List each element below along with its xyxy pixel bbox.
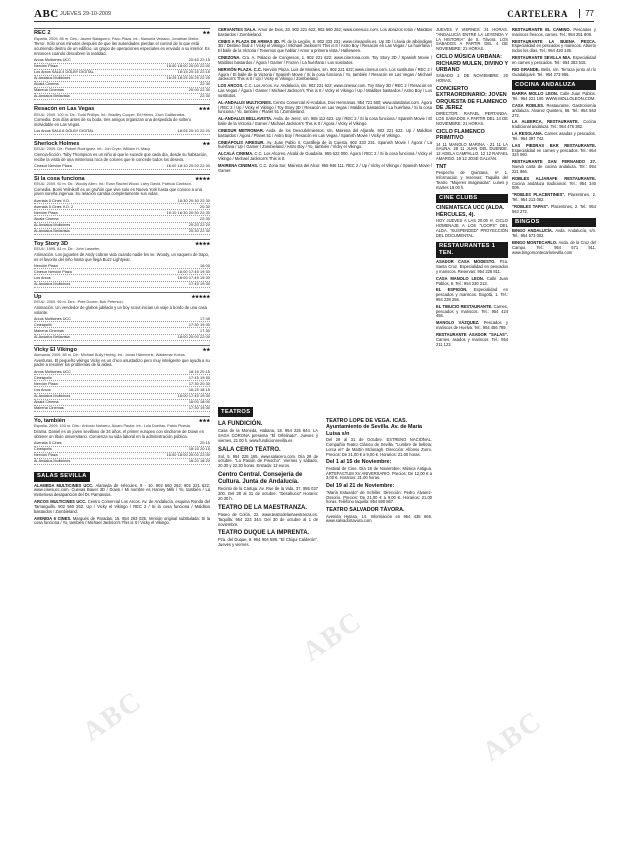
theatre-name: SALA CERO TEATRO. (218, 446, 281, 453)
show-info: DIRECTOR: RAFAEL PERTANDA. LOS SÁBADOS A PARTIR DEL 14 DE NOVIEMBRE: 21 HORAS. (436, 111, 508, 127)
cinema-entry: NERVIÓN PLAZA. C.C. Nervión Plaza. Luis de Morales, s/n. 902 221 622; www.cinesur.com. Los sustitutos / REC 2 / Ágora / El baile de la Victoria / Spanish Movie / Si la cosa funciona / Yo, también / Resacón en Las Vegas / Michael Jackson's This is It / Up / Vicky el Vikingo / Zombieland. (218, 66, 432, 82)
restaurant-entry: BARRA MOLLO LEON. Calle Juan Pablos. Tel.: 954 221 100. WWW.MOLLOLEON.COM (512, 91, 596, 102)
film-listing (34, 174, 210, 235)
restaurant-entry: RESTAURANTE SAN FERNANDO 27. Nueva carta de cocina andaluza. Tel.: 954 221 966. (512, 159, 596, 174)
showtimes: 17:30 19:30 (188, 405, 210, 410)
cinema-name: Cineápolis (34, 322, 52, 327)
restaurant-entry: EL TIBUCIO RESTAURANTE. Carnes, pescados y mariscos. Tel.: 954 424 456. (436, 303, 508, 319)
showtimes: 18:30 20:30 22:30 (177, 198, 210, 203)
film-name: Si la cosa funciona (34, 175, 85, 182)
cinema-name: Al-Andalus Multicines (34, 281, 71, 286)
cinema-name: Al-Andalus Multicines (34, 458, 71, 463)
rating-stars: ★★★ (198, 417, 210, 423)
cinema-name: Al-Andalus Bellavista (34, 334, 70, 339)
cinema-name: Arcos Multicines UCC (34, 369, 71, 374)
showtimes: 20:20 22:20 (188, 222, 210, 227)
showtime-row (34, 335, 210, 341)
showtimes: 16:00 18:00 20:00 22:00 (166, 63, 210, 68)
film-listing (34, 345, 210, 412)
film-listing (34, 292, 210, 341)
film-listings-column (34, 28, 210, 835)
bingo-entry-name: BINGO ANDALUCÍA. (512, 228, 556, 234)
restaurants-banner: RESTAURANTES 1 TEN. (436, 242, 508, 259)
film-name: Toy Story 3D (34, 240, 69, 247)
film-listing (34, 28, 210, 100)
restaurant-entry-name: RESTAURANTE EL CAMINO. (512, 28, 574, 32)
theatre-info: "María Estuardo" de Schiller. Dirección: Pedro Álvarez-Ossorio. Precios: De 21,00 € a 9,00 €. Horarios: 21.00 horas. Teléfono taquilla: 954 590 867. (326, 489, 432, 505)
theatre-info: Pza. del Duque, 9. 954 904 588. "El Chiqui Calderón". Jueves y viernes. (218, 537, 318, 548)
bingo-entry: BINGO MONTECARLO. Avda. de la Cruz del Campo. Tel.: 954 571 911. www.bingomontecarlosevilla.com (512, 239, 596, 255)
cinema-entry: CINES A PLAZA DE ARMAS 3D. Pl. de la Legión, 8. 902 333 231; www.cineapolis.es. Up 3D / Lluvia de albóndigas 3D / Destino final 4 / Vicky el Vikingo / Michael Jackson's This is It / Astro Boy / Resacón en Las Vegas / La huérfana / El baile de la Victoria / Tenemos que hablar / Amor a primera vista / Halloween. (218, 38, 432, 54)
film-name: Sherlock Holmes (34, 140, 80, 147)
showtimes: 17:45 (199, 316, 210, 321)
cine-club-name: CINEMATECA UCC (ALDA. HÉRCULES, 4). (436, 205, 505, 218)
cinema-name: Alcalá Cinema (34, 399, 59, 404)
film-name: REC 2 (34, 30, 51, 36)
cinema-entry: AL-ANDALUS MULTICINES. Centro Comercial Al-Andalus, Dos Hermanas. 954 721 500; www.alandalus.com. Ágora / REC 2 / Up / Vicky el Vikingo / Toy Story 3D / Resacón en Las Vegas / Malditos bastardos / La huérfana / Si la cosa funciona / Yo, también / Planet 51 / Zombieland. (218, 99, 432, 115)
restaurant-entry-name: CASA MANOLO LEON. (436, 275, 487, 281)
theatre-name: TEATRO DUQUE LA IMPRENTA. (218, 530, 310, 537)
cinema-name: Cineápolis (34, 375, 52, 380)
restaurant-entry: "ROBLES PLACENTINES". Placentines, 2. Tel.: 954 213 062. (512, 192, 596, 203)
bingo-entry: BINGO ANDALUCÍA. Avda. Andalucía, s/n. Tel.: 954 573 002. (512, 228, 596, 239)
issue-date: JUEVES 29-10-2009 (60, 11, 112, 17)
film-credits: España. 2009. 103 m. Dirs.: Antonio Naharro, Álvaro Pastor. Int.: Lola Dueñas, Pablo Pineda. (34, 424, 191, 429)
film-credits: EEUU. 1995. 81 m. Dir.: John Lasseter. (34, 247, 101, 252)
cinema-name: Al-Andalus Bellavista (34, 94, 70, 99)
cinema-entry: CINEÁPOLIS AIRESUR. Av. Juan Pablo II, Castilleja de la Cuesta. 902 333 231. Spanish Movie / Ágora / La huérfana / Up / Gamer / Zombieland / Astro Boy / Yo, también / Vicky el Vikingo. (218, 139, 432, 150)
theatres-banner-wrap (218, 404, 432, 419)
restaurant-entry-name: RESTAURANTE SAN FERNANDO 27. (512, 159, 596, 165)
restaurant-entry-name: LA RESOLANA. (512, 131, 545, 137)
restaurant-entry-name: RESTAURANTE LA BUENA PESCA. (512, 38, 596, 44)
cinema-name: Avenida 5 Cines V.O. 2 (34, 204, 74, 209)
cinema-entry: AL-ANDALUS BELLAVISTA. Avda. de Jerez, s/n. 955 112 622. Up / REC 2 / Si la cosa funciona / Spanish Movie / El baile de la Victoria / Gamer / Michael Jackson's This is It / Ágora / Vicky el Vikingo. (218, 116, 432, 127)
bingos-banner: BINGOS (512, 218, 596, 228)
salas-banner: SALAS SEVILLA (34, 472, 90, 482)
shows-and-restaurants-column (436, 28, 508, 835)
rating-stars: ★★★★★ (191, 293, 210, 299)
showtime-row (34, 94, 210, 100)
cinema-entry-name: NERVIÓN PLAZA. C.C. (218, 66, 264, 72)
restaurant-entry-name: LAS PIEDRAS BAR RESTAURANTE. (512, 142, 596, 148)
showtime-row (34, 229, 210, 235)
watermark: ABC (296, 605, 369, 668)
rating-stars: ★★ (202, 140, 210, 146)
film-title (34, 139, 210, 148)
cinema-entry: CERVANTES SALA. Amor de Dios, 33. 902 221 622; 902 560 262; www.cinesucc.com. Los abrazos rotos / Malditos bastardos / Zombieland. (218, 28, 432, 37)
cinema-entry-name: ARCOS MULTICINES UCC. (34, 499, 88, 505)
restaurant-entry: LA RESOLANA. Carnes asadas y pescados. Tel.: 954 397 742. (512, 131, 596, 141)
cinema-entry-name: CERVANTES SALA. (218, 28, 258, 32)
show-title: TNT (436, 163, 447, 170)
cinema-name: Mairena Cinemas (34, 88, 64, 93)
bingo-entry-name: BINGO MONTECARLO. (512, 239, 559, 245)
showtimes: 16:00 (199, 263, 210, 268)
cinema-name: Mairena Cinemas (34, 405, 64, 410)
theatre-info: Sol, 5. 954 225 165. www.salacero.com. Día 29 de octubre. "La Pasión de Pinocho". Viernes y sábado, 20.30 y 22.30 horas. Entrada: 12 euros. (218, 453, 318, 469)
showtimes: 17:30 (199, 328, 210, 333)
cinema-name: Al-Andalus Multicines (34, 222, 71, 227)
theatre-name: Del 1 al 15 de Noviembre: (326, 459, 392, 466)
cinema-name: Los Arcos (34, 275, 51, 280)
cinema-name: Los Arcos SALA 4 DOLBY DIGITAL (34, 69, 94, 74)
showtimes: 18:00 20:00 22:00 (177, 334, 210, 339)
show-title: CICLO FLAMENCO PRIMITIVO (436, 128, 485, 142)
showtimes: 18:15 20:15 22:15 (177, 69, 210, 74)
restaurant-entry: ROBLES ALJARAFE RESTAURANTE. Cocina andaluza tradicional. Tel.: 954 340 009. (512, 175, 596, 191)
showtimes: 22:30 (199, 94, 210, 99)
restaurant-entry: RESTAURANTE LA BUENA PESCA. Especialidad en pescados y mariscos. Abierto todos los días. Tel.: 954 420 136. (512, 38, 596, 54)
cinema-entry-name: AVENIDA 5 CINES. (34, 515, 73, 521)
rating-stars: ★★ (202, 30, 210, 35)
showtimes: 20:15 (199, 440, 210, 445)
cinema-entry: CINESUR METROMAR. Avda. de los Descubrimientos, s/n, Mairena del Aljarafe. 902 221 622. Up / Malditos bastardos / Ágora / Planet 51 / Astro Boy / Resacón en Las Vegas / Spanish Movie / Vicky el Vikingo. (218, 127, 432, 138)
cinema-name: Avenida 5 Cines (34, 440, 62, 445)
restaurant-entry: MANOLO VÁZQUEZ. Pescados y mariscos de Huelva. Tel.: 954 456 789. (436, 320, 508, 331)
restaurant-entry: "ROBLES TAPAS". Placentines, 2. Tel.: 954 563 272. (512, 203, 596, 214)
film-credits: España. 2009. 85 m. Dirs.: Jaume Balagueró, Paco Plaza. Int.: Manuela Velasco, Jonathan Mellor. (34, 36, 200, 41)
restaurants-column (512, 28, 596, 835)
film-credits: Alemania. 2009. 85 m. Dir.: Michael Bully Herbig. Int.: Jonas Hämmerle, Waldemar Kobus. (34, 353, 186, 358)
show-info: 14 11 MANOLO MARINA - 21 11 LA SAÚNA. 28 11 JUAN DEL DUENDE. 12 ADELA CAMPALLO. 12 12 RAFAEL AMARGO. 19 12 JOSÉ GALVÁN. (436, 141, 508, 162)
restaurant-entry-name: RESTAURANTE ASADOR "SALAS". (436, 331, 508, 337)
restaurant-entry: CASA MANOLO LEON. Calle Juan Pablos, 8. Tel.: 954 230 213. (436, 275, 508, 286)
restaurant-entry-name: "ROBLES TAPAS". (512, 203, 551, 209)
rating-stars: ★★★★ (195, 240, 210, 246)
showtimes: 17:30 20:30 (188, 381, 210, 386)
showtimes: 16:00 17:45 19:30 (177, 275, 210, 280)
cinema-entry-name: AL-ANDALUS MULTICINES. (218, 99, 273, 105)
cinema-name: Al-Andalus Multicines (34, 393, 71, 398)
watermark: ABC (76, 685, 149, 748)
cinema-entry: LOS ARCOS. C.C. Los Arcos. Av. Andalucía, s/n. 902 221 622; www.cinesur.com. Toy Story 3D / REC 2 / Resacón en Las Vegas / Ágora / Gamer / Michael Jackson's This is It / Vicky el Vikingo / Up / Malditos bastardos / Astro Boy / Los sustitutos. (218, 83, 432, 98)
showtimes: 18:05 20:10 22:20 (177, 129, 210, 133)
cinema-name: Al-Andalus Bellavista (34, 228, 70, 233)
cinema-name: Nervión Plaza (34, 452, 58, 457)
cinema-entry-name: CINES A PLAZA DE ARMAS 3D. (218, 38, 282, 44)
theatres-banner: TEATROS (218, 407, 253, 417)
theatre-info: Del 29 al 31 de Octubre. ESTRENO NACIONAL. Compañía Teatro Clásico de Sevilla. "Lumbre de bellota: Lorca en" de Martín Mclonagh. Dirección: Alfonso Zurro. Precios: De 21,00 € a 9,00 €. Horarios: 21.00 horas. (326, 437, 432, 457)
theatre-info: Recinto de la Cartuja. Av. Rue de la Vida, 37. 955 037 200. Del 28 al 31 de octubre. "Desahucio" Horario: 20.30 h. (218, 486, 318, 501)
cinema-entry: CINEZONA. Cra. A. Palacio de Congresos, 1. 902 221 622; www.cinezona.com. Toy Story 3D / Spanish Movie / Malditos bastardos / Ágora / Gamer / Frozen / La huérfana / Los sustitutos. (218, 55, 432, 65)
theatres-left-column (218, 418, 318, 835)
showtimes: 16:10 18:30 20:30 22:30 (166, 210, 210, 215)
restaurant-entry-name: MANOLO VÁZQUEZ. (436, 320, 484, 326)
cinema-entry-name: CINEZONA. (218, 55, 243, 61)
showtime-row (34, 459, 210, 465)
theatre-name: Centro Central. Consejería de Cultura. Junta de Andalucía. (218, 472, 303, 486)
cinema-name: Arcos Multicines UCC (34, 316, 71, 321)
film-credits: EEUU. 2009. Dir.: Robert Rodríguez. Int.: Jon Cryer, William H. Macy. (34, 147, 151, 152)
film-title (34, 345, 210, 354)
cinema-name: Cinesur Nervión Plaza (34, 163, 72, 168)
restaurant-entry-name: ROBLES ALJARAFE RESTAURANTE. (512, 175, 596, 181)
cinema-entry-name: AL-ANDALUS BELLAVISTA. (218, 116, 274, 122)
show-title: CONCIERTO EXTRAORDINARIO: JOVEN ORQUESTA DE FLAMENCO DE JEREZ (436, 85, 507, 112)
restaurant-entry-name: RIO GRANDE. (512, 66, 542, 72)
section-title: CARTELERA (507, 9, 568, 19)
theatres-right-column (326, 418, 432, 835)
film-credits: EEUU. 2009. 96 m. Dirs.: Pete Docter, Bob Peterson. (34, 300, 124, 305)
restaurant-entry: EL ESPIGÓN. Especialidad en pescados y mariscos. Bogotá, 1. Tel.: 954 239 256. (436, 287, 508, 302)
film-title (34, 292, 210, 301)
cinema-name: Nervión Plaza (34, 381, 58, 386)
film-synopsis: Animación. Los juguetes de Andy cobran vida cuando nadie les ve. Woody, un vaquero de trapo, es el favorito del niño hasta que llega Buzz Lightyear. (34, 251, 210, 262)
showtime-row (34, 406, 210, 412)
film-name: Vicky El Vikingo (34, 346, 78, 353)
showtimes: 16:00 17:45 19:30 (177, 393, 210, 398)
cinema-name: Nervión Plaza (34, 210, 58, 215)
showtime-row (34, 163, 210, 169)
film-name: Resacón en Las Vegas (34, 105, 95, 112)
cocina-andaluza-banner: COCINA ANDALUZA (512, 80, 596, 90)
cinema-name: Alcalá Cinema (34, 216, 59, 221)
showtimes: 22:30 (199, 82, 210, 87)
showtimes: 20:00 22:30 (188, 88, 210, 93)
newspaper-logo: ABC (34, 8, 59, 20)
restaurant-entry-name: LA ALBERCA, RESTAURANTE. (512, 119, 584, 125)
watermark: ABC (476, 705, 549, 768)
restaurant-entry-name: BARRA MOLLO LEON. (512, 91, 561, 97)
film-synopsis: Terror. Sólo unos minutos después de que las autoridades pierdan el control de lo que está ocurriendo dentro de un edificio, un grupo de operaciones especiales es enviado a su interior. Es entonces cuando descubren la realidad. (34, 41, 210, 56)
restaurant-entry: ASADOR CASA MODESTO. Pza. Santa Cruz. Especialidad en pescados y mariscos. Reservas: 954 226 811. (436, 259, 508, 274)
show-info: Pespecho de Quintana, nº 1. Información y reservas: Taquilla del Teatro. "Mujeres imaginadas". Lunes y martes 19.00 h. (436, 170, 508, 190)
restaurant-entry-name: RESTAURANTE SEVILLA MIA. (512, 55, 573, 61)
cinema-entry: ARCOS MULTICINES UCC. Centro Comercial Los Arcos. Av. de Andalucía, esquina Ronda del Tamarguillo. 902 560 262. Up / Vicky el Vikingo / REC 2 / Si la cosa funciona / Malditos bastardos / Zombieland. (34, 499, 210, 514)
cinema-name: Cinesur Nervión Plaza (34, 269, 72, 274)
theatre-info: Paseo de Colón, 22. www.teatrodelamaestranza.es. Taquilla: 954 223 344. Del 30 de octubre al 1 de noviembre. (218, 511, 318, 527)
cinema-name: Los Arcos (34, 387, 51, 392)
page-header (34, 8, 594, 22)
restaurant-entry-name: EL ESPIGÓN. (436, 287, 474, 293)
cinema-name: Los Arcos SALA 6 DOLBY DIGITAL (34, 129, 94, 133)
film-credits: EEUU. 2009. 100 m. Dir.: Todd Phillips. Int.: Bradley Cooper, Ed Helms, Zach Galifianakis. (34, 112, 186, 117)
cine-club-info: HOY JUEVES A LAS 20.00 H. CICLO HOMENAJE A LOS "LOOPS" DEL ALDA. "SUSPENDED" PROYECCIÓN DEL DOCUMENTAL. (436, 218, 508, 238)
showtimes: 17:30 19:30 (188, 322, 210, 327)
cinema-entry-name: CINESUR METROMAR. (218, 127, 267, 133)
film-listing (34, 416, 210, 465)
theatre-name: TEATRO DE LA MAESTRANZA. (218, 504, 307, 511)
showtimes: 16:00 18:00 20:00 22:00 (166, 452, 210, 457)
cinema-entry-name: ALAMEDA MULTICINES UCC. (34, 482, 96, 488)
restaurant-entry: LA ALBERCA, RESTAURANTE. Cocina tradicional andaluza. Tel.: 954 476 382. (512, 119, 596, 130)
film-synopsis: Drama. Daniel es un joven sevillano de 34 años, el primer europeo con síndrome de Down en obtener un título universitario. Comienza su vida laboral en la administración pública. (34, 428, 204, 439)
cinema-name: Arcos Multicines UCC (34, 57, 71, 62)
film-synopsis: Comedia. Dos días antes de su boda, tres amigos organizan una despedida de soltero inolvidable en Las Vegas. (34, 117, 192, 127)
theatre-info: Avenida Hytasa, 14. Información en 954 435 665. www.salvadortavora.com (326, 513, 432, 524)
showtimes: 20:30 (199, 204, 210, 209)
film-title (34, 416, 210, 425)
cinema-name: Nervión Plaza (34, 63, 58, 68)
cinema-entry-name: ALCALÁ CINEMA. (218, 151, 255, 157)
cinema-entry-name: LOS ARCOS. (218, 83, 245, 89)
film-name: Yo, también (34, 417, 66, 424)
film-synopsis: Ciencia-ficción. Toby Thompson es un niño al que le sucede que cada día, desde su habitación, recibe la visita de una misteriosa roca de colores que le concede todos los deseos. (34, 151, 208, 162)
showtimes: 16:00 17:45 19:30 (177, 269, 210, 274)
showtime-row (34, 129, 210, 135)
film-title (34, 174, 210, 183)
restaurant-entry-name: "ROBLES PLACENTINES". (512, 192, 568, 198)
showtimes: 17:45 19:30 (188, 375, 210, 380)
cinema-entry: ALCALÁ CINEMA. C.C. Los Alcores, Alcalá de Guadaíra. 955 622 000. Ágora / REC 2 / Si la cosa funciona / Vicky el Vikingo / Michael Jackson's This is It. (218, 151, 432, 162)
film-title (34, 239, 210, 248)
showtimes: 16:25 18:25 20:25 22:25 (166, 76, 210, 81)
film-listing (34, 139, 210, 170)
film-synopsis: Comedia. Boris Yellnikoff es un gruñón que vive solo en Nueva York hasta que conoce a una joven sureña ingenua. Su relación cambia completamente sus vidas. (34, 186, 202, 197)
restaurant-entry: RESTAURANTE ASADOR "SALAS". Carnes, asados y mariscos. Tel.: 954 211 123. (436, 331, 508, 347)
showtimes: 16:15 18:15 (188, 387, 210, 392)
film-synopsis: Animación. Un vendedor de globos jubilado y un boy scout inician un viaje a bordo de una casa volante. (34, 304, 207, 315)
cinema-name: Avenida 5 Cines V.O. (34, 198, 70, 203)
cinema-name: Alcalá Cinema (34, 82, 59, 87)
cinema-entry-name: MAIRENA CINEMAS. (218, 162, 260, 168)
rating-stars: ★★ (202, 346, 210, 352)
film-title (34, 28, 210, 37)
film-name: Up (34, 293, 42, 300)
film-credits: EEUU. 2009. 92 m. Dir.: Woody Allen. Int.: Evan Rachel Wood, Larry David, Patricia Clarkson. (34, 182, 192, 187)
restaurant-entry: RIO GRANDE. Betis, s/n. Terraza junto al río Guadalquivir. Tel.: 954 273 956. (512, 66, 596, 77)
film-synopsis: Aventuras. El pequeño vikingo Vicky es un chico asustadizo pero muy inteligente que ayuda a su padre a resolver los problemas de la aldea. (34, 357, 210, 368)
rating-stars: ★★★★ (195, 175, 210, 181)
film-listing (34, 239, 210, 288)
cinema-entry-name: CINEÁPOLIS AIRESUR. (218, 139, 267, 145)
showtimes: 20:30 22:30 (188, 228, 210, 233)
theatre-name: Del 19 al 21 de Noviembre: (326, 483, 395, 490)
page-number: 77 (579, 9, 594, 18)
restaurant-entry: RESTAURANTE EL CAMINO. Pescados y mariscos frescos, carnes. Tel.: 954 251 808. (512, 28, 596, 37)
show-info: SÁBADO 2 DE NOVIEMBRE: 20 HORAS. (436, 73, 508, 84)
show-title: CICLO MÚSICA URBANA: RICHARD MULEN, DIVINO Y URBANO (436, 54, 508, 73)
showtimes: 17:45 19:30 (188, 281, 210, 286)
theatre-name: TEATRO LOPE DE VEGA. ICAS. Ayuntamiento de Sevilla. Av. de María Luisa s/n (326, 418, 423, 437)
cinema-name: Nervión Plaza (34, 263, 58, 268)
restaurant-entry-name: EL TIBUCIO RESTAURANTE. (436, 303, 494, 309)
cinema-entry: MAIRENA CINEMAS. C.C. Zona Sur, Mairena del Alcor. 955 946 111. REC 2 / Up / Vicky el Vikingo / Spanish Movie / Gamer. (218, 162, 432, 173)
rating-stars: ★★★ (198, 105, 210, 111)
showtimes: 18:15 20:15 (188, 369, 210, 374)
restaurant-entry: LAS PIEDRAS BAR RESTAURANTE. Especialidad en carnes y pescados. Tel.: 954 324 060. (512, 142, 596, 158)
cinema-name: Mairena Cinemas (34, 328, 64, 333)
showtimes: 22:30 (199, 216, 210, 221)
restaurant-entry-name: CASA ROBLES. (512, 102, 547, 108)
theatre-name: LA FUNDICIÓN. (218, 421, 263, 427)
theatre-info: Festival de Cine. Día 18 de Noviembre: Música Antigua. ARTEFACTUM XV ANIVERSARIO. Precios: De 12,00 € a 3,00 €. Horarios: 21.00 horas. (326, 465, 432, 481)
showtime-row (34, 282, 210, 288)
film-listing (34, 104, 210, 135)
showtimes: 18:15 20:15 (188, 446, 210, 451)
cinema-name: Al-Andalus Multicines (34, 76, 71, 81)
theatre-info: Casa de la Moneda, Habana, 18. 954 225 844. LA SAGA CORONA presenta "El Orfelinato". Jueves y viernes, 21.00 h. www.fundicionsevilla.es (218, 428, 318, 443)
showtimes: 16:00 18:00 (188, 399, 210, 404)
cine-clubs-banner: CINE CLUBS (436, 194, 508, 204)
show-info: JUEVES Y VIERNES: 21 HORAS. "ANDALUCÍA ENTRE LA LEYENDA Y LA HISTORIA" de S. Távora. LOS SÁBADOS A PARTIR DEL 4 DE NOVIEMBRE: 21 HORAS. (436, 28, 508, 52)
cinema-name: Cineápolis (34, 446, 52, 451)
theatre-name: TEATRO SALVADOR TÁVORA. (326, 507, 405, 514)
cinema-entry: AVENIDA 5 CINES. Marqués de Paradas, 15. 954 293 025. Versión original subtitulada: Si la cosa funciona / Yo, también / Michael Jackson's This is It / Vicky el Vikingo. (34, 515, 210, 526)
cinema-entry: ALAMEDA MULTICINES UCC. Alameda de Hércules, 9 - 10. 902 560 262; 902 221 622; www.cinesucc.com. Cuevas Bauer 3D / Down / Mi nombre es Harvey Milk / Yo, también / La misteriosa desaparición del Dr. Parnassus. (34, 482, 210, 498)
restaurant-entry: CASA ROBLES. Restaurante. Gastronomía andaluza. Álvarez Quintero, 58. Tel.: 954 563 272. (512, 102, 596, 118)
restaurant-entry: RESTAURANTE SEVILLA MIA. Especialidad en carnes y pescados. Tel.: 954 383 515. (512, 55, 596, 65)
showtimes: 16:00 18:10 20:20 22:30 (166, 163, 210, 168)
cinemas-column (218, 28, 432, 415)
showtimes: 20:45 22:15 (188, 57, 210, 62)
showtimes: 16:20 18:20 (188, 458, 210, 463)
restaurant-entry-name: ASADOR CASA MODESTO. (436, 259, 500, 265)
film-title (34, 104, 210, 113)
